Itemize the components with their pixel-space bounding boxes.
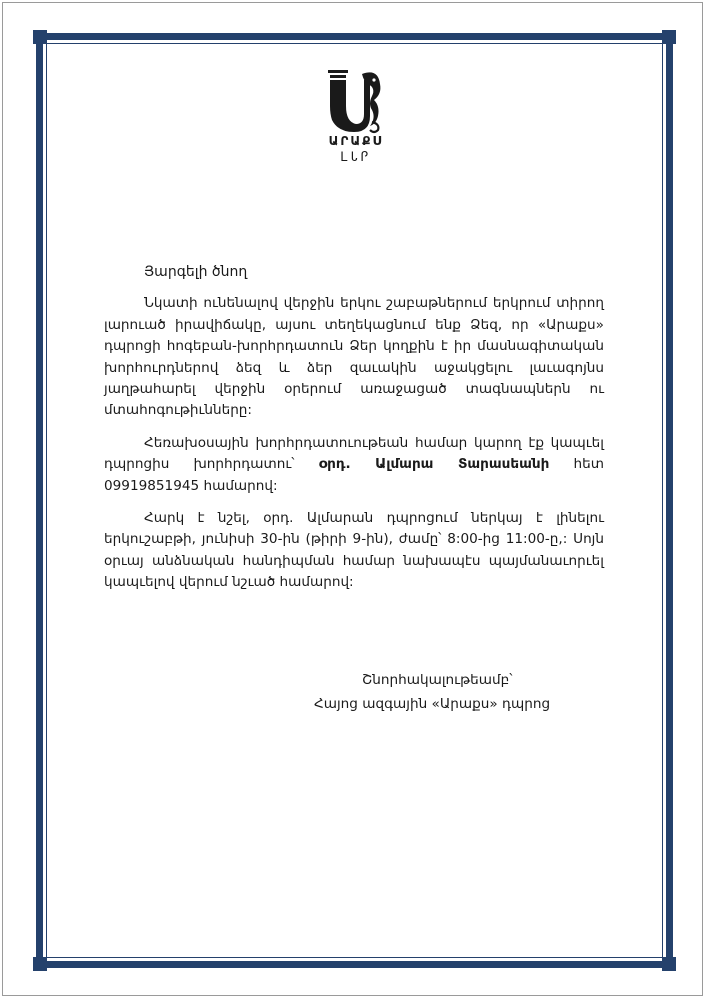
corner-ornament-top-right — [662, 30, 676, 44]
letter-paragraph-2 — [104, 433, 604, 497]
letter-body — [104, 262, 604, 605]
corner-ornament-top-left — [33, 30, 47, 44]
letter-closing — [300, 668, 580, 716]
school-logo-subtitle: ᏞᏓᎵ — [340, 150, 372, 165]
paragraph-2-intro: Հեռախօսային խորհրդատուութեան համար կարող էք կապւել դպրոցիս խորհրդատու՝ — [104, 434, 604, 473]
corner-ornament-bottom-left — [33, 957, 47, 971]
school-logo-name: ԱՐԱՔՍ — [328, 134, 384, 148]
closing-thanks: Շնորհակալութեամբ՝ — [362, 672, 513, 688]
letter-paragraph-3: Հարկ է նշել, օրդ. Ալմարան դպրոցում ներկայ է լինելու երկուշաբթի, յունիսի 30-ին (թիրի 9-ին), ժամը՝ 8:00-ից 11:00-ը,: Սոյն օրւայ անձնական հանդիպման համար նախապէս պայմանաւորւել կապւելով վերում նշւած համարով: — [104, 510, 604, 591]
closing-signature: Հայոց ազգային «Արաքս» դպրոց — [314, 696, 551, 712]
letter-salutation: Յարգելի ծնող — [144, 264, 248, 280]
letter-paragraph-1: Նկատի ունենալով վերջին երկու շաբաթներում երկրում տիրող լարուած իրավիճակը, այսու տեղեկացնում ենք Ձեզ, որ «Արաքս» դպրոցի հոգեբան-խորհրդատուն Ձեր կողքին է իր մասնագիտական խորհուրդներով ձեզ և ձեր զաւակին աջակցելու լաւագոյնս յաղթահարել վերջին օրերում առաջացած տագնապներն ու մտահոգութիւնները: — [104, 295, 604, 419]
paragraph-2-phone: հետ 09919851945 համարով: — [104, 456, 604, 494]
corner-ornament-bottom-right — [662, 957, 676, 971]
counselor-name: օրդ. Ալմարա Տարասեանի — [318, 456, 550, 473]
